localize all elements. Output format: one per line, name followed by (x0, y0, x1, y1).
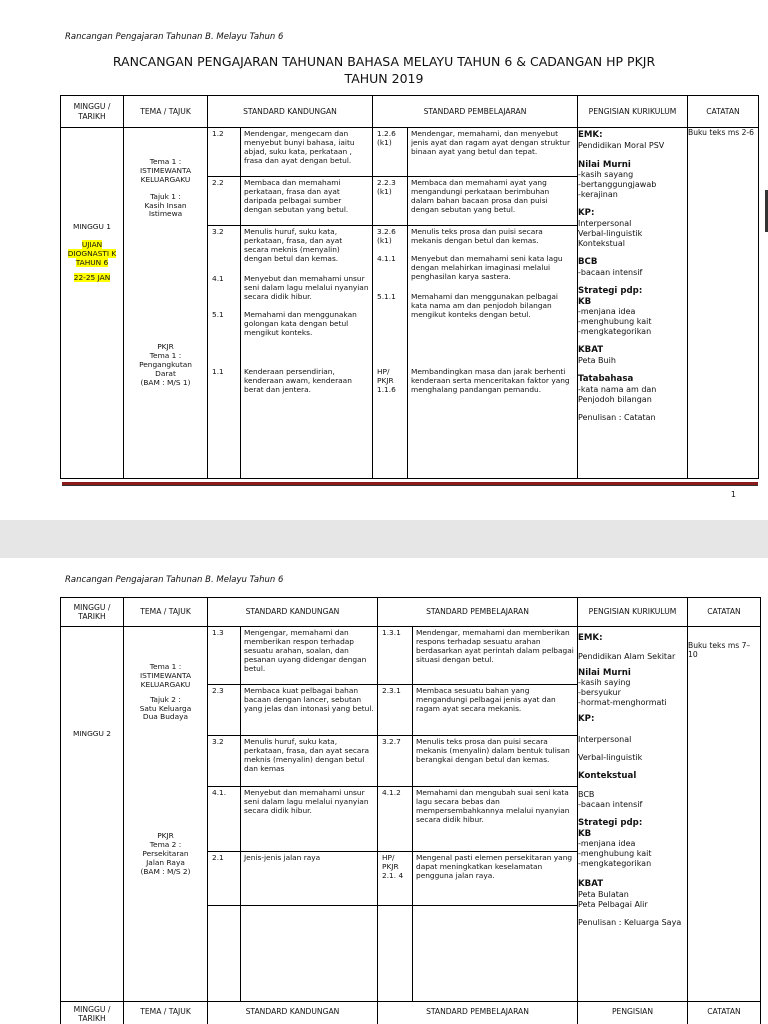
sp-text: Membaca sesuatu bahan yang mengandungi pelbagai jenis ayat dan ragam ayat secara mekanis. (412, 685, 577, 735)
kb-heading: KB (578, 296, 592, 307)
sp-code: HP/ PKJR 2.1. 4 (382, 853, 404, 880)
tema-line: Tema 1 : (149, 662, 182, 671)
emk-text: Pendidikan Alam Sekitar (578, 651, 676, 661)
header-tema: TEMA / TAJUK (124, 1002, 208, 1024)
header-pengisian: PENGISIAN KURIKULUM (578, 598, 688, 627)
sp-row-empty (378, 906, 577, 1001)
kp-item: Kontekstual (578, 239, 626, 249)
nilai-item: -bertanggungjawab (578, 180, 657, 190)
sk-text: Membaca kuat pelbagai bahan bacaan dengan lancer, sebutan yang jelas dan intonasi yang betul. (240, 685, 377, 735)
sk-row (208, 177, 372, 226)
header-catatan: CATATAN (688, 1002, 761, 1024)
sk-text: Mendengar, mengecam dan menyebut bunyi bahasa, iaitu abjad, suku kata, perkataan , frasa dan ayat dengan betul. (240, 128, 372, 176)
tema-name: ISTIMEWANTA KELUARGAKU (139, 670, 192, 689)
kp-heading: KP: (578, 714, 595, 725)
emk-text: Pendidikan Moral PSV (578, 140, 665, 150)
sk-text: Menyebut dan memahami unsur seni dalam lagu melalui nyanyian secara didik hibur. (240, 787, 377, 851)
sk-text: Mengengar, memahami dan memberikan respon terhadap sesuatu arahan, soalan, dan pesanan uyang didengar dengan betul. (240, 627, 377, 684)
header-tema: TEMA / TAJUK (124, 598, 208, 627)
running-header: Rancangan Pengajaran Tahunan B. Melayu Tahun 6 (65, 575, 284, 585)
header-tema: TEMA / TAJUK (124, 96, 208, 128)
week-label: MINGGU 2 (73, 728, 111, 738)
sp-code: 2.3.1 (382, 686, 401, 695)
bcb-text: BCB (578, 789, 595, 799)
sk-row (208, 787, 377, 852)
sk-code: 1.2 (212, 129, 224, 138)
sp-row (373, 226, 577, 478)
tatabahasa-text: -kata nama am dan Penjodoh bilangan (578, 384, 657, 404)
sp-text: Membaca dan memahami ayat yang mengandungi perkataan berimbuhan dalam bahan bacaan prosa dan puisi dengan sebutan yang betul. (407, 177, 577, 225)
header-sp: STANDARD PEMBELAJARAN (378, 598, 578, 627)
header-minggu: MINGGU / TARIKH (61, 1002, 124, 1024)
sp-code: 3.2.6 (k1) (377, 227, 396, 245)
bcb-item: -bacaan intensif (578, 799, 643, 809)
title-line-1: RANCANGAN PENGAJARAN TAHUNAN BAHASA MELAYU TAHUN 6 & CADANGAN HP PKJR (112, 54, 656, 69)
sk-code: 1.3 (212, 628, 224, 637)
sp-text-group (407, 226, 577, 478)
sk-text: Memahami dan menggunakan golongan kata dengan betul mengikut konteks. (244, 310, 357, 337)
exam-year: TAHUN 6 (75, 257, 109, 267)
kontekstual-heading: Kontekstual (578, 771, 637, 782)
bcb-heading: BCB (578, 257, 598, 268)
sk-text: Kenderaan persendirian, kenderaan awam, kenderaan berat dan jentera. (244, 367, 352, 394)
sp-cell (378, 627, 578, 1002)
sp-row (373, 177, 577, 226)
kp-item: Interpersonal (578, 735, 632, 745)
sk-row (208, 852, 377, 906)
sp-code: 1.3.1 (382, 628, 401, 637)
emk-heading: EMK: (578, 130, 603, 140)
sp-text: Menyebut dan memahami seni kata lagu dengan melahirkan imaginasi melalui penghasilan karya sastera. (411, 254, 563, 281)
header-sp: STANDARD PEMBELAJARAN (373, 96, 578, 128)
header-catatan: CATATAN (688, 96, 759, 128)
sk-row (208, 128, 372, 177)
sp-code: 4.1.2 (382, 788, 401, 797)
lesson-plan-table-week2 (60, 597, 761, 1024)
exam-label: UJIAN DIOGNASTI K (67, 240, 117, 259)
sp-row (378, 685, 577, 736)
nilai-item: -kasih sayang (578, 170, 634, 180)
tema-cell (124, 627, 208, 1002)
week-cell (61, 128, 124, 479)
sk-cell (208, 627, 378, 1002)
pkjr-ref: (BAM : M/S 1) (140, 377, 191, 387)
kbat-heading: KBAT (578, 879, 604, 890)
tajuk-line: Tajuk 1 : (150, 191, 181, 201)
sp-code: 5.1.1 (377, 292, 396, 301)
nilai-heading: Nilai Murni (578, 667, 631, 678)
nilai-item: -bersyukur (578, 688, 621, 698)
sk-code: 2.2 (212, 178, 224, 187)
sp-text: Memahami dan menggunakan pelbagai kata nama am dan penjodoh bilangan mengikut konteks dengan betul. (411, 292, 558, 319)
sk-row (208, 226, 372, 478)
sp-code: HP/ PKJR 1.1.6 (377, 367, 396, 394)
pkjr-name: Pengangkutan Darat (139, 360, 192, 378)
sk-row-empty (208, 906, 377, 1001)
kb-item: -menghubung kait (578, 849, 652, 859)
sk-code: 2.3 (212, 686, 224, 695)
sk-code: 4.1 (212, 274, 224, 283)
nilai-item: -kerajinan (578, 190, 618, 200)
sp-text: Mengenal pasti elemen persekitaran yang dapat meningkatkan keselamatan pengguna jalan raya. (412, 852, 577, 905)
sk-text-group (240, 226, 372, 478)
catatan-text: Buku teks ms 2-6 (688, 128, 755, 137)
kb-item: -mengkategorikan (578, 859, 652, 869)
kp-item: Verbal-linguistik (578, 229, 643, 239)
kp-item: Verbal-linguistik (578, 753, 643, 763)
header-sk: STANDARD KANDUNGAN (208, 96, 373, 128)
sp-row (378, 736, 577, 787)
sp-text: Membandingkan masa dan jarak berhenti kenderaan serta menceritakan faktor yang menghalang pandangan pemandu. (411, 367, 570, 394)
pkjr-label: PKJR (157, 831, 174, 841)
sk-text: Menyebut dan memahami unsur seni dalam lagu melalui nyanyian secara didik hibur. (244, 274, 369, 301)
kb-item: -menjana idea (578, 307, 636, 317)
sp-code-group (373, 226, 407, 478)
kbat-item: Peta Bulatan (578, 890, 629, 900)
sp-text: Memahami dan mengubah suai seni kata lagu secara bebas dan mempersembahkannya melalui nyanyian secara didik hibur. (412, 787, 577, 851)
sk-code: 3.2 (212, 737, 224, 746)
sk-row (208, 627, 377, 685)
tajuk-name: Kasih Insan Istimewa (144, 200, 187, 219)
emk-heading: EMK: (578, 633, 603, 643)
header-sk: STANDARD KANDUNGAN (208, 598, 378, 627)
bcb-text: -bacaan intensif (578, 267, 643, 277)
tema-cell (124, 128, 208, 479)
sk-code: 3.2 (212, 227, 224, 236)
sp-text: Mendengar, memahami, dan menyebut jenis ayat dan ragam ayat dengan struktur binaan ayat yang betul dan tepat. (407, 128, 577, 176)
header-minggu: MINGGU / TARIKH (61, 598, 124, 627)
header-pengisian: PENGISIAN (578, 1002, 688, 1024)
sp-code: 1.2.6 (k1) (377, 129, 396, 147)
document-page-2 (0, 558, 768, 1024)
sp-text: Menulis teks prosa dan puisi secara mekanis (menyalin) dalam bentuk tulisan berangkai dengan betul dan kemas. (412, 736, 577, 786)
sk-code-group (208, 226, 240, 478)
exam-dates: 22-25 JAN (73, 272, 111, 282)
sk-text: Jenis-jenis jalan raya (240, 852, 377, 905)
pkjr-tema: Tema 1 : (149, 351, 182, 361)
lesson-plan-table-week1 (60, 95, 759, 479)
sp-row (378, 627, 577, 685)
running-header: Rancangan Pengajaran Tahunan B. Melayu Tahun 6 (65, 32, 284, 42)
kb-heading: KB (578, 828, 592, 839)
tema-line: Tema 1 : (149, 157, 182, 166)
strategi-heading: Strategi pdp: (578, 817, 643, 828)
kb-item: -mengkategorikan (578, 327, 652, 337)
pkjr-name: Persekitaran Jalan Raya (142, 849, 189, 867)
catatan-text: Buku teks ms 7– 10 (688, 641, 751, 660)
sp-code: 3.2.7 (382, 737, 401, 746)
penulisan-text: Penulisan : Catatan (578, 412, 656, 422)
title-line-2: TAHUN 2019 (344, 71, 424, 86)
sp-row (378, 787, 577, 852)
tatabahasa-heading: Tatabahasa (578, 374, 634, 385)
kbat-text: Peta Buih (578, 356, 616, 366)
sk-code: 4.1. (212, 788, 227, 797)
pengisian-cell (578, 627, 688, 1002)
pkjr-ref: (BAM : M/S 2) (140, 866, 191, 876)
strategi-heading: Strategi pdp: (578, 285, 643, 296)
nilai-item: -kasih saying (578, 678, 631, 688)
page-number: 1 (730, 490, 736, 499)
sp-code: 2.2.3 (k1) (377, 178, 396, 196)
header-pengisian: PENGISIAN KURIKULUM (578, 96, 688, 128)
nilai-heading: Nilai Murni (578, 159, 631, 170)
week-cell (61, 627, 124, 1002)
sp-text: Menulis teks prosa dan puisi secara mekanis dengan betul dan kemas. (411, 227, 543, 245)
sp-cell (373, 128, 578, 479)
tema-name: ISTIMEWANTA KELUARGAKU (139, 165, 192, 184)
header-minggu: MINGGU / TARIKH (61, 96, 124, 128)
kp-heading: KP: (578, 208, 595, 219)
sk-cell (208, 128, 373, 479)
kp-item: Interpersonal (578, 219, 632, 229)
pkjr-tema: Tema 2 : (149, 840, 182, 850)
tajuk-name: Satu Keluarga Dua Budaya (139, 703, 192, 722)
nilai-item: -hormat-menghormati (578, 698, 667, 708)
sk-code: 2.1 (212, 853, 224, 862)
week-label: MINGGU 1 (73, 222, 111, 232)
sp-text: Mendengar, memahami dan memberikan respons terhadap sesuatu arahan berdasarkan ayat perintah dalam pelbagai situasi dengan betul. (412, 627, 577, 684)
kbat-heading: KBAT (578, 345, 604, 356)
catatan-cell (688, 627, 761, 1002)
kb-item: -menghubung kait (578, 317, 652, 327)
sk-text: Menulis huruf, suku kata, perkataan, frasa, dan ayat secara meknis (menyalin) dengan betul dan kemas. (244, 227, 343, 263)
sk-code: 1.1 (212, 367, 224, 376)
header-sk: STANDARD KANDUNGAN (208, 1002, 378, 1024)
header-catatan: CATATAN (688, 598, 761, 627)
header-sp: STANDARD PEMBELAJARAN (378, 1002, 578, 1024)
kb-item: -menjana idea (578, 839, 636, 849)
pkjr-label: PKJR (157, 342, 174, 352)
document-title (60, 53, 708, 87)
sk-row (208, 736, 377, 787)
sp-row (378, 852, 577, 906)
pengisian-cell (578, 128, 688, 479)
sk-row (208, 685, 377, 736)
tajuk-line: Tajuk 2 : (150, 694, 181, 704)
sk-text: Membaca dan memahami perkataan, frasa dan ayat daripada pelbagai sumber dengan sebutan yang betul. (240, 177, 372, 225)
sk-code: 5.1 (212, 310, 224, 319)
sp-row (373, 128, 577, 177)
sk-text: Menulis huruf, suku kata, perkataan, frasa, dan ayat secara meknis (menyalin) dengan betul dan kemas (240, 736, 377, 786)
kbat-item: Peta Pelbagai Alir (578, 900, 648, 910)
sp-code: 4.1.1 (377, 254, 396, 263)
footer-rule (62, 482, 758, 486)
penulisan-text: Penulisan : Keluarga Saya (578, 918, 682, 928)
catatan-cell (688, 128, 759, 479)
